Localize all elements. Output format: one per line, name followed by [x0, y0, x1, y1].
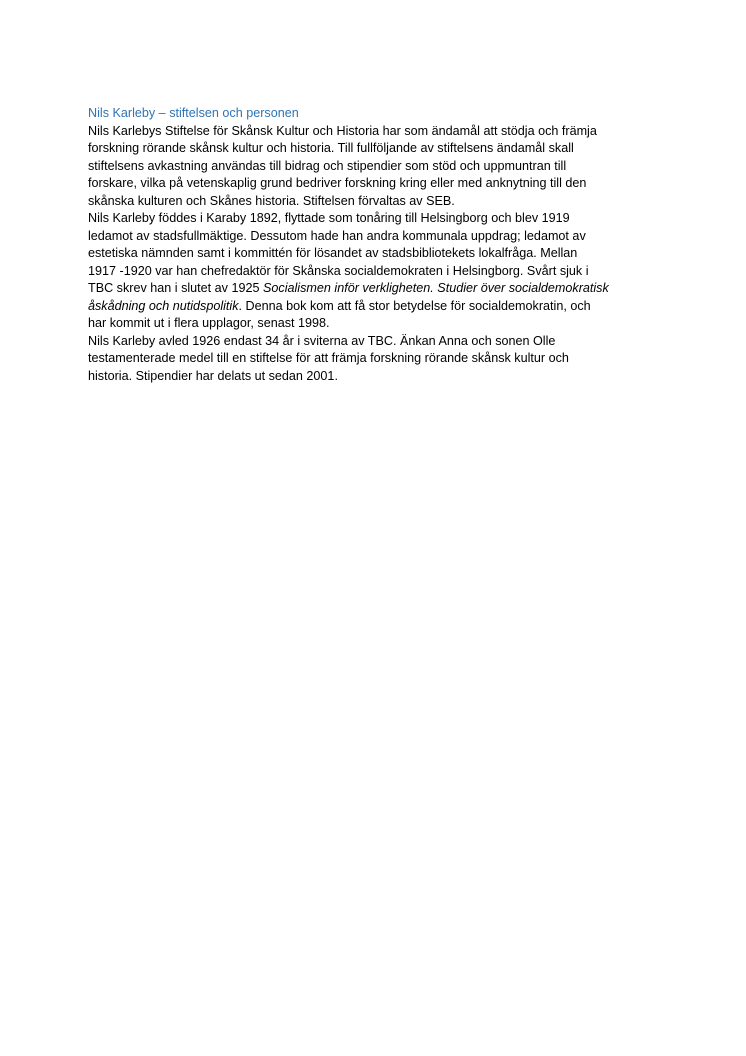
italic-text-run: Socialismen inför verkligheten. Studier över socialdemokratisk: [263, 281, 609, 295]
text-run: historia. Stipendier har delats ut sedan 2001.: [88, 368, 338, 383]
document-heading: Nils Karleby – stiftelsen och personen: [88, 106, 299, 120]
text-run: testamenterade medel till en stiftelse för att främja forskning rörande skånsk kultur och: [88, 351, 569, 365]
text-line: [88, 245, 663, 263]
text-run: estetiska nämnden samt i kommittén för lösandet av stadsbibliotekets lokalfråga. Mellan: [88, 246, 578, 260]
text-run: forskare, vilka på vetenskaplig grund bedriver forskning kring eller med anknytning till den: [88, 176, 587, 190]
italic-text-run: åskådning och nutidspolitik: [88, 298, 239, 313]
paragraph-list: [88, 123, 663, 386]
text-run: ledamot av stadsfullmäktige. Dessutom hade han andra kommunala uppdrag; ledamot av: [88, 228, 586, 243]
text-line: [88, 368, 663, 386]
text-line: [88, 263, 663, 281]
text-line: [88, 175, 663, 193]
text-line: [88, 315, 663, 333]
text-run: TBC skrev han i slutet av 1925: [88, 281, 263, 295]
text-line: [88, 280, 663, 298]
text-run: stiftelsens avkastning användas till bidrag och stipendier som stöd och uppmuntran till: [88, 158, 567, 173]
text-line: [88, 140, 663, 158]
text-line: [88, 158, 663, 176]
text-line: [88, 350, 663, 368]
text-run: har kommit ut i flera upplagor, senast 1998.: [88, 316, 330, 330]
text-line: [88, 210, 663, 228]
paragraph: [88, 333, 663, 386]
text-line: [88, 228, 663, 246]
text-run: skånska kulturen och Skånes historia. Stiftelsen förvaltas av SEB.: [88, 193, 455, 208]
text-run: Nils Karlebys Stiftelse för Skånsk Kultur och Historia har som ändamål att stödja och främja: [88, 123, 597, 138]
paragraph: [88, 123, 663, 211]
document-body: [88, 105, 663, 385]
text-run: Nils Karleby föddes i Karaby 1892, flyttade som tonåring till Helsingborg och blev 1919: [88, 211, 570, 225]
text-run: . Denna bok kom att få stor betydelse för socialdemokratin, och: [238, 298, 591, 313]
text-line: [88, 333, 663, 351]
text-run: Nils Karleby avled 1926 endast 34 år i sviterna av TBC. Änkan Anna och sonen Olle: [88, 333, 556, 348]
text-line: [88, 193, 663, 211]
paragraph: [88, 210, 663, 333]
text-run: forskning rörande skånsk kultur och historia. Till fullföljande av stiftelsens ändamål skall: [88, 141, 574, 155]
text-run: 1917 -1920 var han chefredaktör för Skånska socialdemokraten i Helsingborg. Svårt sjuk i: [88, 263, 589, 278]
text-line: [88, 298, 663, 316]
text-line: [88, 123, 663, 141]
